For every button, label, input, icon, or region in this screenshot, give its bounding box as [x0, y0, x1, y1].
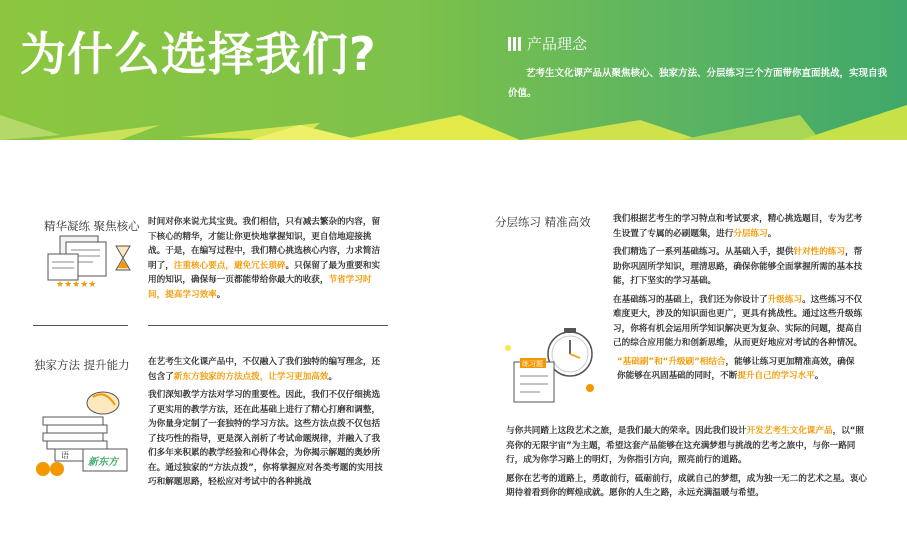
text-closing-a: 与你共同踏上这段艺术之旅，是我们最大的荣幸。因此我们设计	[506, 426, 747, 436]
section-title-focus: 精华凝练 聚焦核心	[44, 219, 140, 233]
text-layered-d: ，帮助你巩固所学知识，理清思路，确保你能够全面掌握所需的基本技能，打下坚实的学习基础。	[613, 247, 863, 286]
header-banner	[0, 0, 907, 140]
highlight-layered-c: 升级练习	[767, 294, 803, 305]
page-title: 为什么选择我们?	[20, 27, 377, 81]
svg-text:★★★★★: ★★★★★	[56, 280, 97, 290]
practice-label: 练习题	[522, 360, 543, 368]
text-layered-e: 在基础练习的基础上，我们还为你设计了	[613, 294, 768, 305]
divider-left	[33, 325, 128, 326]
text-layered-b: 。	[767, 228, 777, 239]
text-layered-a: 我们根据艺考生的学习特点和考试要求，精心挑选题目，专为艺考生设置了专属的必刷题集，进行	[613, 214, 863, 239]
section-title-layered: 分层练习 精准高效	[495, 215, 591, 229]
book-stack-icon	[33, 383, 133, 478]
text-method-a: 在艺考生文化课产品中，不仅融入了我们独特的编写理念，还包含了	[148, 357, 381, 382]
text-focus-c: 。	[216, 289, 226, 300]
text-focus-b: 。只保留了最为重要和实用的知识，确保每一页都能带给你最大的收获，	[148, 260, 381, 285]
documents-hourglass-icon	[38, 232, 138, 292]
text-closing-b: ，以“照亮你的无限宇宙”为主题，希望这套产品能够在这充满梦想与挑战的艺考之旅中，与你一路同行，成为你学习路上的明灯，为你指引方向，照亮前行的道路。	[506, 426, 865, 465]
text-focus-a: 时间对你来说尤其宝贵。我们相信，只有减去繁杂的内容，留下核心的精华，才能让你更快地掌握知识，更自信地迎接挑战。于是，在编写过程中，我们精心挑选核心内容，力求简洁明了，	[148, 217, 381, 271]
book-label: 新东方	[88, 457, 118, 468]
divider-right	[148, 325, 388, 326]
highlight-layered-d: “基础刷”和“升级刷”相结合	[617, 356, 726, 367]
highlight-closing: 开发艺考生文化课产品	[746, 426, 833, 436]
bars-icon	[508, 37, 521, 51]
text-method-c: 我们深知教学方法对学习的重要性。因此，我们不仅仔细挑选了更实用的教学方法，还在此基础上进行了精心打磨和调整，为你量身定制了一套独特的学习方法。这些方法点拨不仅包括了技巧性的指导，更是深入剖析了考试命题规律，并融入了我们多年来积累的教学经验和心得体会，为你揭示解题的奥妙所在。通过独家的“方法点拨”，你将掌握应对各类考题的实用技巧和解题思路，轻松应对考试中的各种挑战	[148, 390, 383, 487]
text-layered-c: 我们精选了一系列基础练习。从基础入手，提供	[613, 247, 794, 257]
section-title-method: 独家方法 提升能力	[34, 358, 130, 372]
text-layered-g: ，能够让练习更加精准高效，确保你能够在巩固基础的同时，不断	[617, 356, 855, 381]
tab-label: 语	[61, 451, 69, 460]
concept-title: 产品理念	[527, 35, 588, 53]
concept-text: 艺考生文化课产品从聚焦核心、独家方法、分层练习三个方面带你直面挑战，实现自我价值。	[508, 68, 888, 99]
text-layered-h: 。	[814, 371, 824, 381]
paragraph-closing	[506, 424, 868, 505]
text-closing-c: 愿你在艺考的道路上，勇敢前行，砥砺前行，成就自己的梦想，成为独一无二的艺术之星。衷心期待着看到你的辉煌成就。愿你的人生之路，永远充满温暖与希望。	[506, 473, 867, 498]
concept-heading	[508, 33, 587, 54]
paragraph-focus	[148, 215, 388, 306]
text-method-b: 。	[328, 371, 338, 382]
highlight-layered-b: 针对性的练习	[793, 247, 846, 257]
text-layered-f: 。这些练习不仅难度更大，涉及的知识面也更广，更具有挑战性。通过这些升级练习，你将有机会运用所学知识解决更为复杂、实际的问题，提高自己的综合应用能力和创新思维，从而更好地应对考试的各种情况。	[613, 294, 863, 348]
highlight-layered-a: 分层练习	[733, 228, 768, 239]
highlight-method: 新东方独家的方法点拨，让学习更加高效	[173, 371, 329, 382]
clock-clipboard-icon	[500, 318, 600, 408]
highlight-layered-e: 提升自己的学习水平	[737, 371, 815, 381]
paragraph-method	[148, 355, 388, 494]
highlight-focus-b: 节省学习时间，提高学习效率	[148, 275, 372, 300]
paragraph-layered	[613, 212, 863, 388]
highlight-focus-a: 注重核心要点，避免冗长琐碎	[173, 260, 286, 271]
